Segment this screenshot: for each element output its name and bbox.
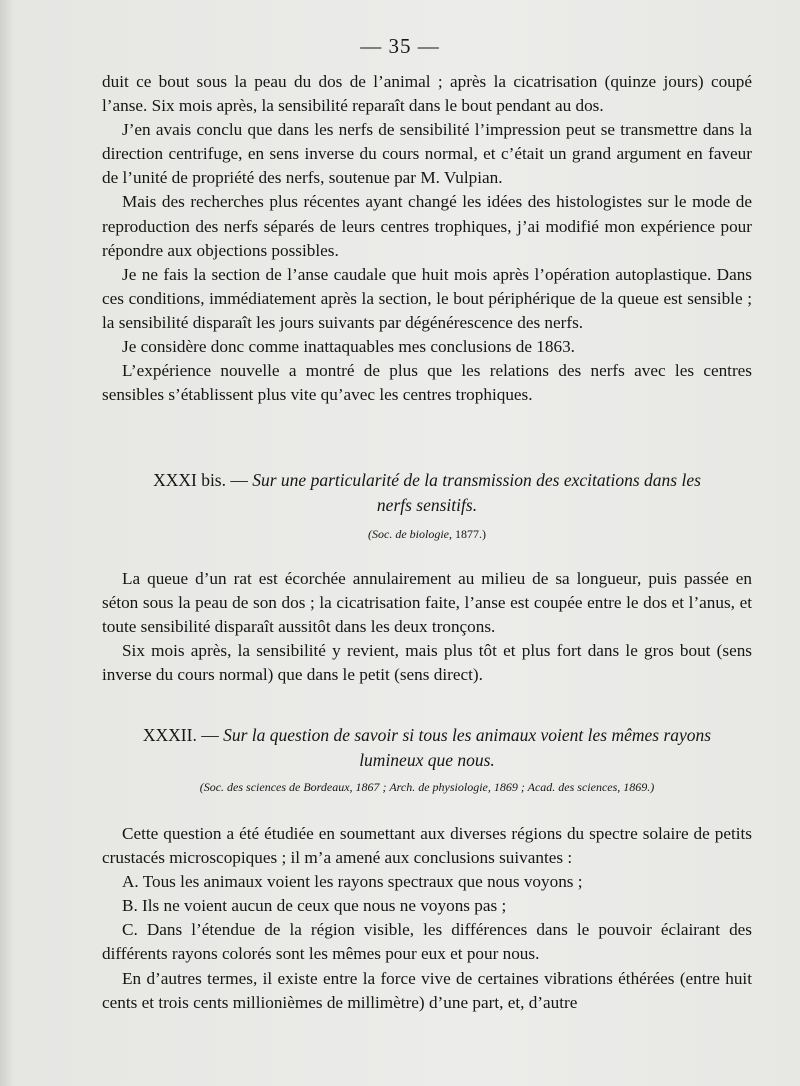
list-item-c: C. Dans l’étendue de la région visible, les différences dans le pouvoir éclairant des différents rayons colorés sont les mêmes pour eux et pour nous. — [102, 920, 752, 964]
paragraph: duit ce bout sous la peau du dos de l’animal ; après la cicatrisation (quinze jours) coupé l’anse. Six mois après, la sensibilité reparaît dans le bout pendant au dos. — [102, 72, 752, 116]
page-number: — 35 — — [360, 34, 440, 58]
text-block-intro — [102, 70, 752, 407]
paragraph: Mais des recherches plus récentes ayant changé les idées des histologistes sur le mode de reproduction des nerfs séparés de leurs centres trophiques, j’ai modifié mon expérience pour répondre aux objections possibles. — [102, 192, 752, 260]
paragraph: La queue d’un rat est écorchée annulairement au milieu de sa longueur, puis passée en séton sous la peau de son dos ; la cicatrisation faite, l’anse est coupée entre le dos et l’anus, et toute sensibilité disparaît aussitôt dans les deux tronçons. — [102, 569, 752, 637]
citation-source: (Soc. de biologie, — [368, 527, 452, 541]
citation-xxxi — [102, 527, 752, 542]
citation-year: 1877.) — [454, 527, 486, 541]
paragraph: J’en avais conclu que dans les nerfs de sensibilité l’impression peut se transmettre dans la direction centrifuge, en sens inverse du cours normal, et c’était un grand argument en faveur de l’unité de propriété des nerfs, soutenue par M. Vulpian. — [102, 120, 752, 188]
section-number: XXXI bis. — — [153, 470, 248, 490]
section-number: XXXII. — — [142, 725, 219, 745]
section-heading-xxxi — [102, 468, 752, 518]
section-heading-xxxii — [102, 723, 752, 773]
section-title: Sur une particularité de la transmission des excitations dans les nerfs sensitifs. — [252, 470, 701, 515]
paragraph: En d’autres termes, il existe entre la force vive de certaines vibrations éthérées (entre huit cents et trois cents millionièmes de millimètre) d’une part, et, d’autre — [102, 968, 752, 1012]
text-block-xxxi — [102, 567, 752, 687]
paragraph: Six mois après, la sensibilité y revient, mais plus tôt et plus fort dans le gros bout (sens inverse du cours normal) que dans le petit (sens direct). — [102, 641, 752, 685]
paragraph: Je considère donc comme inattaquables mes conclusions de 1863. — [122, 337, 575, 357]
list-item-b: B. Ils ne voient aucun de ceux que nous ne voyons pas ; — [122, 896, 507, 916]
citation-xxxii: (Soc. des sciences de Bordeaux, 1867 ; Arch. de physiologie, 1869 ; Acad. des sciences, 1869.) — [199, 780, 655, 794]
section-title: Sur la question de savoir si tous les animaux voient les mêmes rayons lumineux que nous. — [223, 725, 712, 770]
list-item-a: A. Tous les animaux voient les rayons spectraux que nous voyons ; — [122, 872, 583, 892]
paragraph: Je ne fais la section de l’anse caudale que huit mois après l’opération autoplastique. Dans ces conditions, immédiatement après la section, le bout périphérique de la queue est sensible ; la sensibilité disparaît les jours suivants par dégénérescence des nerfs. — [102, 264, 752, 332]
paragraph: L’expérience nouvelle a montré de plus que les relations des nerfs avec les centres sensibles s’établissent plus vite qu’avec les centres trophiques. — [102, 361, 752, 405]
text-block-xxxii — [102, 822, 752, 1015]
paragraph: Cette question a été étudiée en soumettant aux diverses régions du spectre solaire de petits crustacés microscopiques ; il m’a amené aux conclusions suivantes : — [102, 824, 752, 868]
